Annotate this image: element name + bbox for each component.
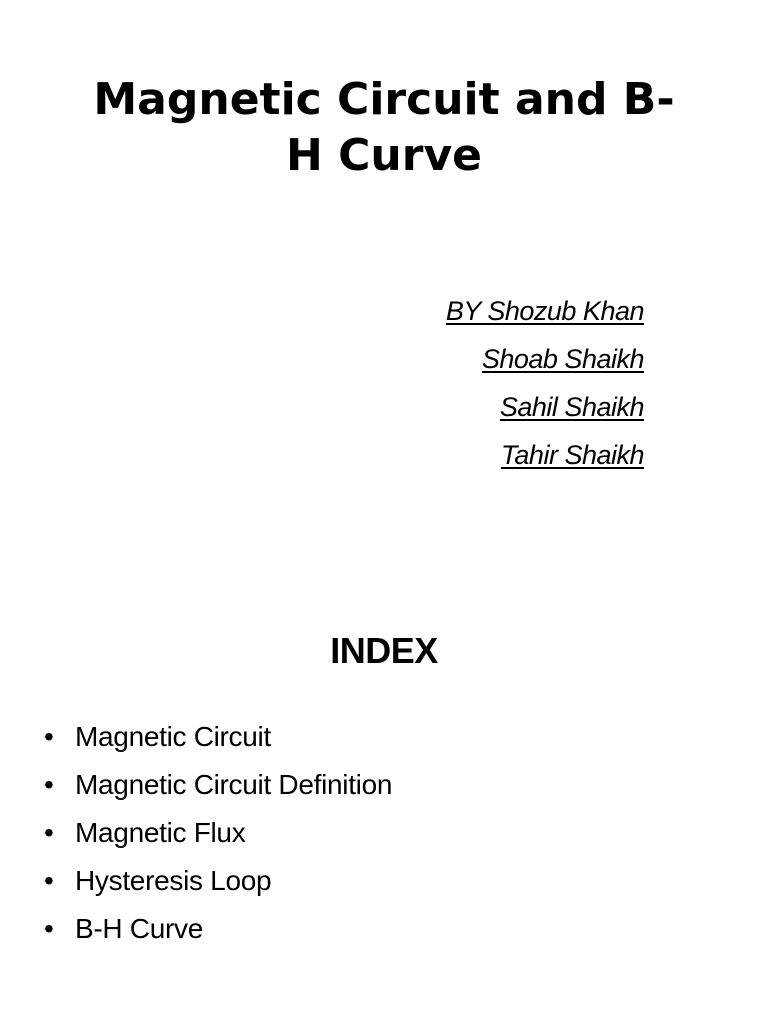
author-list [446,287,644,479]
author-name: Tahir Shaikh [500,440,644,470]
index-heading: INDEX [330,630,438,671]
index-item-label: Hysteresis Loop [75,865,272,896]
author-name: Sahil Shaikh [499,392,644,422]
slide-title [40,72,728,184]
bullet-icon: • [44,769,54,800]
author-name: BY Shozub Khan [445,296,644,326]
index-item [0,713,700,761]
index-item-label: Magnetic Circuit [75,721,271,752]
bullet-icon: • [44,721,54,752]
index-item [0,761,700,809]
bullet-icon: • [44,817,54,848]
title-line: Magnetic Circuit and B- [93,74,675,125]
index-item-label: B-H Curve [75,913,203,944]
index-item [0,905,700,953]
bullet-icon: • [44,865,54,896]
index-item [0,809,700,857]
title-line: H Curve [286,130,482,181]
index-list [0,713,700,953]
bullet-icon: • [44,913,54,944]
author-name: Shoab Shaikh [481,344,644,374]
index-item-label: Magnetic Flux [75,817,246,848]
index-item [0,857,700,905]
index-item-label: Magnetic Circuit Definition [75,769,393,800]
